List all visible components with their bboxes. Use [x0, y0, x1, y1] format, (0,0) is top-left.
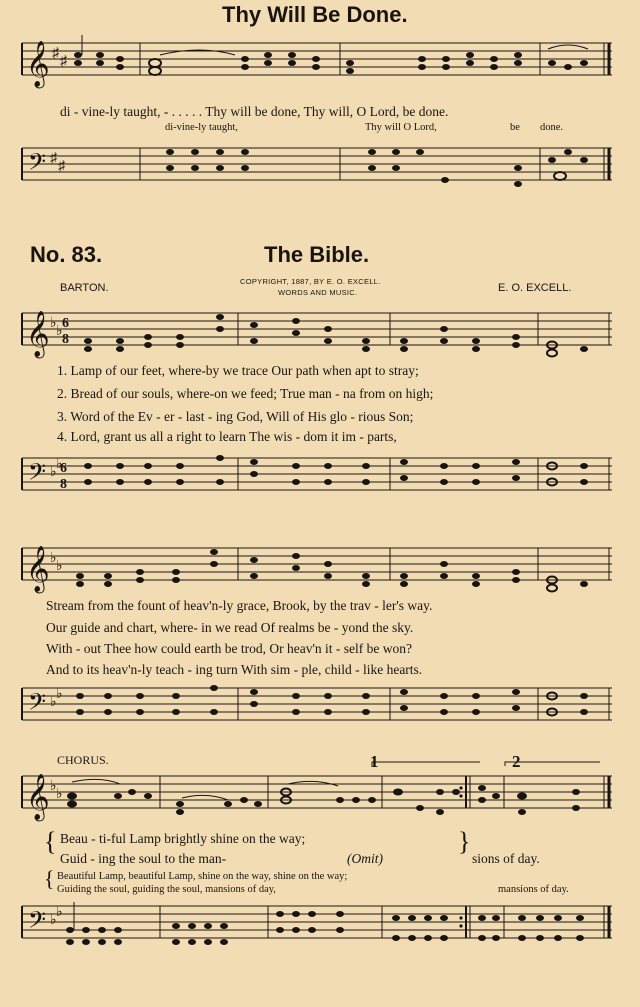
chorus-line-2-end: sions of day.: [472, 851, 540, 866]
hymn-title-thy-will-be-done: Thy Will Be Done.: [222, 2, 408, 27]
svg-text:𝄢: 𝄢: [28, 148, 47, 181]
copyright-notice: COPYRIGHT, 1887, BY E. O. EXCELL.: [240, 277, 381, 286]
svg-text:♭: ♭: [50, 913, 57, 928]
svg-text:♭: ♭: [56, 457, 63, 472]
svg-text:𝄢: 𝄢: [28, 906, 47, 939]
svg-text:♯: ♯: [58, 159, 65, 174]
chorus-bass-line-1: Beautiful Lamp, beautiful Lamp, shine on the way, shine on the way;: [57, 871, 348, 882]
treble-staff-2: [0, 305, 640, 365]
verse-3-line-2: With - out Thee how could earth be trod, Or heav'n it - self be won?: [46, 641, 413, 656]
author-left: BARTON.: [60, 282, 109, 294]
chorus-bass-line-2-end: mansions of day.: [498, 884, 569, 895]
svg-text:♭: ♭: [56, 324, 63, 339]
treble-staff-1: [0, 35, 640, 95]
hymn-title-the-bible: The Bible.: [264, 242, 370, 267]
chorus-left-brace: {: [44, 827, 57, 856]
treble-staff-3: [0, 540, 640, 600]
chorus-label: CHORUS.: [57, 753, 109, 767]
svg-text:♯: ♯: [52, 46, 59, 61]
ending-2-label: 2: [512, 752, 521, 771]
chorus-bass-line-2: Guiding the soul, guiding the soul, mansions of day,: [57, 884, 276, 895]
svg-text:♭: ♭: [56, 787, 63, 802]
svg-text:𝄢: 𝄢: [28, 688, 47, 721]
svg-text:♭: ♭: [56, 559, 63, 574]
svg-text:♭: ♭: [56, 687, 63, 702]
svg-text:𝄞: 𝄞: [26, 546, 50, 592]
chorus-bass-brace: {: [44, 866, 55, 891]
verse-3-line-1: 3. Word of the Ev - er - last - ing God, Will of His glo - rious Son;: [57, 409, 414, 424]
hymn-number: No. 83.: [30, 242, 103, 267]
svg-text:6: 6: [62, 316, 69, 331]
svg-text:8: 8: [62, 332, 69, 347]
composer-right: E. O. EXCELL.: [498, 282, 572, 294]
chorus-line-1: Beau - ti-ful Lamp brightly shine on the way;: [60, 831, 306, 846]
svg-text:♭: ♭: [56, 905, 63, 920]
hymn1-lyric-line: di - vine-ly taught, - . . . . . Thy will be done, Thy will, O Lord, be done.: [60, 104, 449, 119]
bass-staff-chorus: [0, 898, 640, 968]
bass-staff-2: [0, 450, 640, 510]
svg-text:♯: ♯: [60, 54, 67, 69]
words-and-music: WORDS AND MUSIC.: [278, 288, 358, 297]
svg-text:♭: ♭: [50, 465, 57, 480]
ending-1-label: 1: [370, 752, 379, 771]
chorus-line-2: Guid - ing the soul to the man-: [60, 851, 227, 866]
verse-2-line-1: 2. Bread of our souls, where-on we feed; True man - na from on high;: [57, 386, 434, 401]
chorus-omit: (Omit): [347, 851, 383, 866]
treble-staff-chorus: [0, 762, 640, 832]
hymn1-bass-lyric-1: di-vine-ly taught,: [165, 122, 238, 133]
svg-text:𝄢: 𝄢: [28, 458, 47, 491]
svg-text:𝄞: 𝄞: [26, 41, 50, 87]
svg-text:♯: ♯: [50, 151, 57, 166]
verse-1-line-2: Stream from the fount of heav'n-ly grace, Brook, by the trav - ler's way.: [46, 598, 433, 613]
chorus-right-brace: }: [458, 827, 471, 856]
svg-text:𝄞: 𝄞: [26, 774, 50, 820]
hymn1-bass-lyric-2: Thy will O Lord,: [365, 122, 437, 133]
verse-1-line-1: 1. Lamp of our feet, where-by we trace Our path when apt to stray;: [57, 363, 419, 378]
verse-4-line-1: 4. Lord, grant us all a right to learn The wis - dom it im - parts,: [57, 429, 397, 444]
svg-text:8: 8: [60, 477, 67, 492]
svg-text:♭: ♭: [50, 695, 57, 710]
hymn1-bass-lyric-3: be: [510, 122, 520, 133]
bass-staff-1: [0, 140, 640, 200]
svg-text:♭: ♭: [50, 316, 57, 331]
svg-text:♭: ♭: [50, 551, 57, 566]
svg-text:6: 6: [60, 461, 67, 476]
hymn1-bass-lyric-4: done.: [540, 122, 564, 133]
verse-4-line-2: And to its heav'n-ly teach - ing turn With sim - ple, child - like hearts.: [46, 662, 423, 677]
svg-text:𝄞: 𝄞: [26, 311, 50, 357]
bass-staff-3: [0, 680, 640, 740]
verse-2-line-2: Our guide and chart, where- in we read Of realms be - yond the sky.: [46, 620, 414, 635]
svg-text:♭: ♭: [50, 779, 57, 794]
